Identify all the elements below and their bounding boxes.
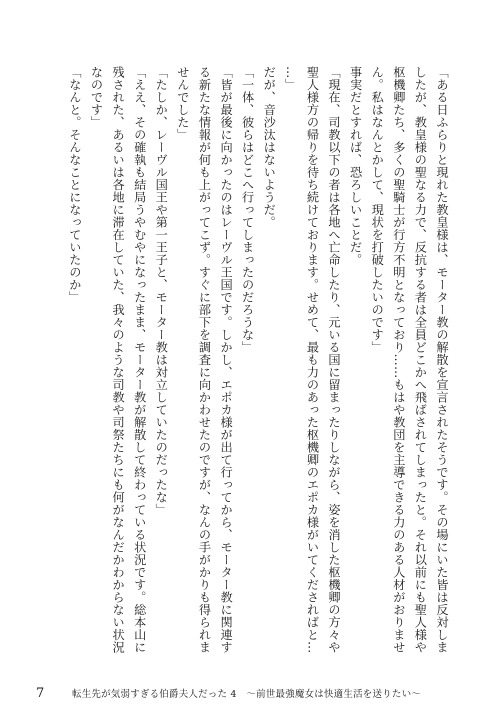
paragraph: 「ええ、その確執も結局うやむやになったまま、モーター教が解散して終わっている状況です。総本山に残された、あるいは各地に滞在していた、我々のような司教や司祭たちにも何がなんだかわからない状況なのです」: [89, 66, 147, 654]
vertical-body-text: [54, 66, 452, 658]
paragraph: だが、音沙汰はないようだ。: [262, 66, 277, 229]
paragraph: 「なんと。そんなことになっていたのか」: [67, 66, 82, 304]
running-title: 転生先が気弱すぎる伯爵夫人だった 4 〜前世最強魔女は快適生活を送りたい〜: [72, 689, 421, 700]
paragraph: 事実だとすれば、恐ろしいことだ。: [348, 66, 363, 266]
paragraph: 「ある日ふらりと現れた教皇様は、モーター教の解散を宣言されたそうです。その場にいた皆は反対しましたが、教皇様の聖なる力で、反抗する者は全員どこかへ飛ばされてしまったと。それ以前にも聖人様や枢機卿たち、多くの聖騎士が行方不明となっており……もはや教団を主導できる力のある人材がおりません。私はなんとかして、現状を打破したいのです」: [370, 66, 449, 654]
page-number: 7: [36, 686, 45, 701]
paragraph: 「現在、司教以下の者は各地へ亡命したり、元いる国に留まったりしながら、姿を消した枢機卿の方々や聖人様方の帰りを待ち続けております。せめて、最も力のあった枢機卿のエポカ様がいてくださればと……」: [283, 66, 342, 654]
paragraph: 「たしか、レーヴル国王や第一王子と、モーター教は対立していたのだったな」: [154, 66, 169, 516]
page-footer: [36, 686, 421, 704]
paragraph: 「皆が最後に向かったのはレーヴル王国です。しかし、エポカ様が出て行ってから、モーター教に関連する新たな情報が何も上がってこず。すぐに部下を調査に向かわせたのですが、なんの手がかりも得られませんでした」: [175, 66, 234, 654]
paragraph: 「一体、彼らはどこへ行ってしまったのだろうな」: [240, 66, 255, 354]
